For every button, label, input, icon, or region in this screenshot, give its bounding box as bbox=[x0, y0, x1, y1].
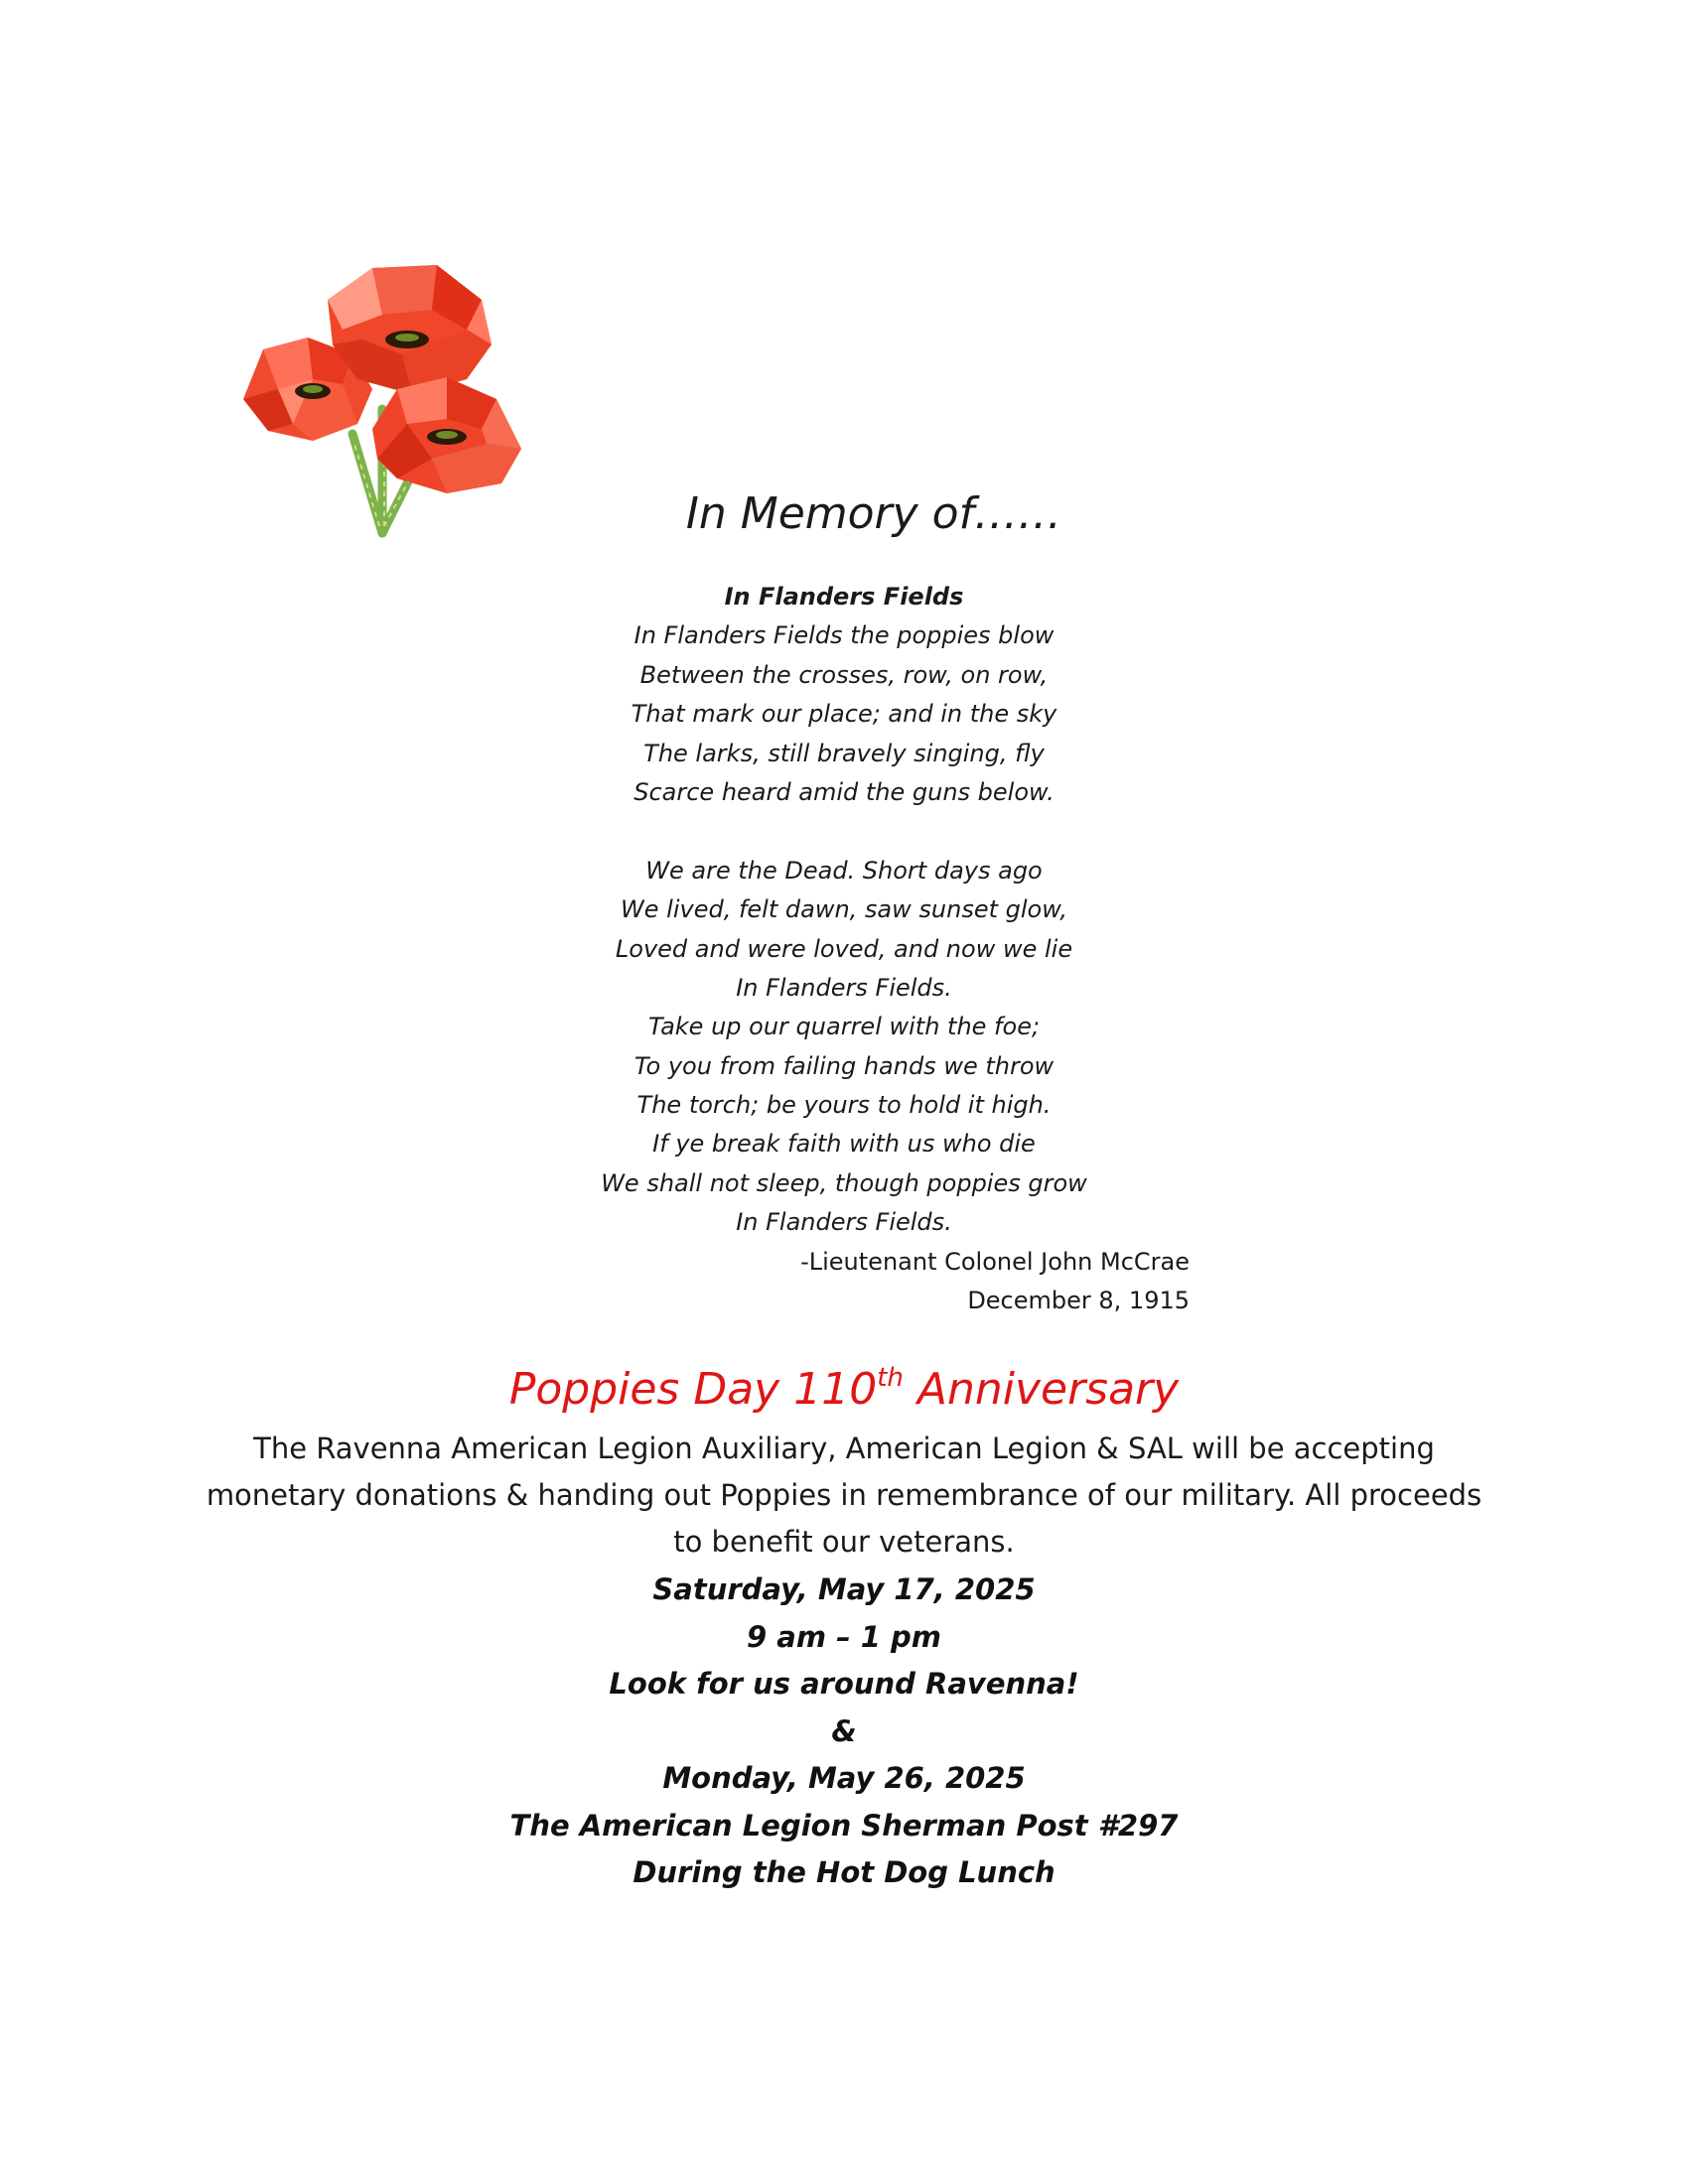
poem-author: -Lieutenant Colonel John McCrae bbox=[800, 1248, 1190, 1276]
poem-line: That mark our place; and in the sky bbox=[631, 700, 1057, 729]
poem-line: In Flanders Fields. bbox=[736, 1208, 952, 1237]
anniversary-title-superscript: th bbox=[877, 1363, 904, 1393]
event-location-1: Look for us around Ravenna! bbox=[609, 1667, 1079, 1701]
anniversary-title-prefix: Poppies Day 110 bbox=[508, 1364, 878, 1415]
poem-attribution bbox=[800, 1243, 1190, 1321]
poem bbox=[0, 578, 1688, 1243]
anniversary-title bbox=[0, 1362, 1688, 1418]
stanza-gap bbox=[0, 812, 1688, 851]
event-time-1: 9 am – 1 pm bbox=[746, 1619, 941, 1654]
poem-line: Between the crosses, row, on row, bbox=[639, 660, 1049, 689]
poem-line: In Flanders Fields the poppies blow bbox=[633, 621, 1055, 650]
poem-line: We shall not sleep, though poppies grow bbox=[601, 1168, 1087, 1197]
anniversary-title-suffix: Anniversary bbox=[903, 1364, 1180, 1415]
event-date-1: Saturday, May 17, 2025 bbox=[652, 1572, 1036, 1606]
poem-line: We lived, felt dawn, saw sunset glow, bbox=[621, 895, 1067, 924]
event-location-2: The American Legion Sherman Post #297 bbox=[509, 1808, 1179, 1843]
page-title: In Memory of…… bbox=[685, 488, 1062, 539]
poem-line: If ye break faith with us who die bbox=[652, 1130, 1036, 1159]
event-date-2: Monday, May 26, 2025 bbox=[662, 1761, 1026, 1795]
poem-line: The torch; be yours to hold it high. bbox=[636, 1091, 1052, 1120]
poem-line: Scarce heard amid the guns below. bbox=[633, 777, 1055, 806]
event-note-2: During the Hot Dog Lunch bbox=[633, 1855, 1055, 1889]
poem-line: Take up our quarrel with the foe; bbox=[647, 1013, 1041, 1041]
poem-line: In Flanders Fields. bbox=[736, 973, 952, 1002]
anniversary-description: The Ravenna American Legion Auxiliary, American Legion & SAL will be accepting monetary donations & handing out Poppies in remembrance of our military. All proceeds to benefit our veterans. bbox=[206, 1432, 1482, 1559]
poem-date: December 8, 1915 bbox=[967, 1287, 1190, 1315]
poem-title: In Flanders Fields bbox=[724, 583, 964, 611]
poem-line: The larks, still bravely singing, fly bbox=[643, 739, 1045, 767]
event-details bbox=[0, 1567, 1688, 1897]
poem-line: To you from failing hands we throw bbox=[633, 1051, 1055, 1080]
poem-line: Loved and were loved, and now we lie bbox=[615, 934, 1073, 963]
event-separator: & bbox=[831, 1713, 857, 1748]
poem-line: We are the Dead. Short days ago bbox=[645, 856, 1043, 885]
poppy-right bbox=[372, 377, 521, 493]
